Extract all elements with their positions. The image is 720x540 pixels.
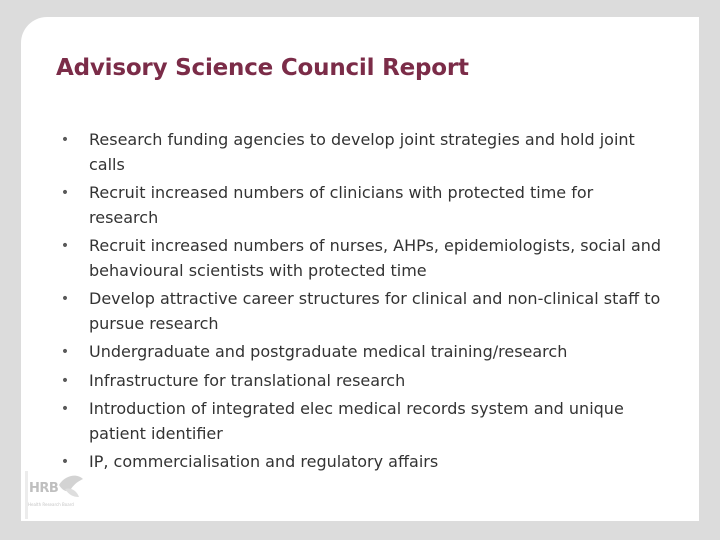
bullet-icon: • xyxy=(60,372,70,389)
bullet-text: Develop attractive career structures for clinical and non-clinical staff to pursue research xyxy=(89,289,661,333)
bullet-text: Recruit increased numbers of nurses, AHPs, epidemiologists, social and behavioural scientists with protected time xyxy=(89,236,662,280)
list-item xyxy=(55,340,667,365)
list-item xyxy=(55,369,667,394)
list-item xyxy=(55,397,667,446)
bullet-text: Introduction of integrated elec medical records system and unique patient identifier xyxy=(89,399,624,443)
list-item xyxy=(55,181,667,230)
bullet-text: Infrastructure for translational research xyxy=(89,370,406,390)
bullet-text: Recruit increased numbers of clinicians with protected time for research xyxy=(89,183,594,227)
list-item xyxy=(55,128,667,177)
bullet-icon: • xyxy=(60,132,70,148)
list-item xyxy=(55,287,667,336)
bullet-icon: • xyxy=(60,454,70,470)
bullet-text: Research funding agencies to develop joint strategies and hold joint calls xyxy=(89,130,635,174)
slide-title: Advisory Science Council Report xyxy=(56,55,469,81)
bullet-icon: • xyxy=(60,238,70,254)
bullet-icon: • xyxy=(60,185,70,201)
bullet-list xyxy=(55,128,667,479)
list-item xyxy=(55,450,667,475)
list-item xyxy=(55,234,667,283)
bullet-icon: • xyxy=(60,291,70,307)
hrb-logo xyxy=(25,471,85,519)
bullet-text: IP, commercialisation and regulatory affairs xyxy=(89,452,439,471)
bullet-text: Undergraduate and postgraduate medical training/research xyxy=(89,342,568,361)
logo-text: HRB xyxy=(29,481,59,496)
bullet-icon: • xyxy=(60,401,70,417)
logo-subtext: Health Research Board xyxy=(28,502,74,507)
bullet-icon: • xyxy=(60,344,70,360)
